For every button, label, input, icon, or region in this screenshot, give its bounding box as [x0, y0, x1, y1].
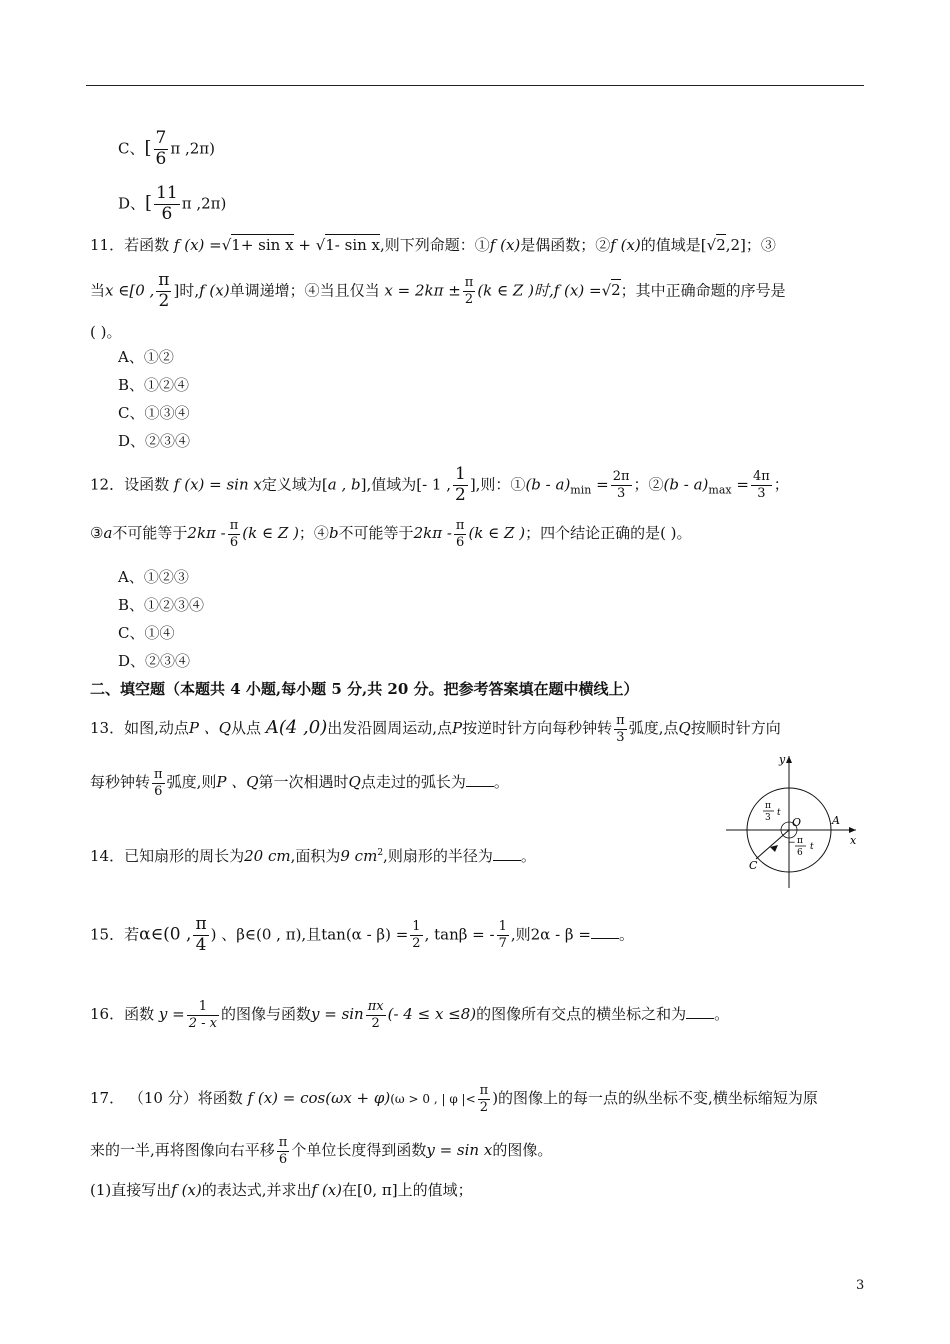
fraction: $\frac{\pi}{2}$	[464, 275, 474, 307]
fraction: $\frac{\pi}{4}$	[195, 914, 207, 955]
q12-line1: 12．设函数 f (x) = sin x定义域为[a , b],值域为[- 1 , $\frac{1}{2}$ ],则：①(b - $a)_{min}$ = $\frac{2\pi}{3}$ ；②(b - $a)_{max}$ = $\frac{4\pi}{3}$ ；	[90, 464, 789, 505]
q11-line1: 11．若函数 f (x) =√1+ sin x + √1- sin x,则下列命题：①f (x)是偶函数；②f (x)的值域是[√2,2]；③	[90, 236, 776, 254]
fraction: $\frac{\pi}{2}$	[479, 1083, 489, 1115]
q13-line2: 每秒钟转 $\frac{\pi}{6}$ 弧度,则P 、Q第一次相遇时Q点走过的弧长为 。	[90, 767, 509, 799]
fraction: $\frac{\pi}{2}$	[158, 270, 170, 311]
section-heading: 二、填空题（本题共 4 小题,每小题 5 分,共 20 分。把参考答案填在题中横线上）	[90, 680, 639, 698]
label-pi-over-6: π	[797, 836, 803, 846]
q13-line1: 13．如图,动点P 、Q从点 A(4 ,0)出发沿圆周运动,点P按逆时针方向每秒钟转 $\frac{\pi}{3}$ 弧度,点Q按顺时针方向	[90, 713, 781, 745]
q11-option-d: D、②③④	[118, 432, 191, 450]
fraction: $\frac{2\pi}{3}$	[612, 469, 630, 501]
q11-line2: 当x ∈[0 , $\frac{\pi}{2}$ ]时,f (x)单调递增；④当且仅当 x = 2kπ ± $\frac{\pi}{2}$ (k ∈ Z )时,f (x) =√2；其中正确命题的序号是	[90, 270, 786, 311]
fraction: $\frac{\pi}{6}$	[278, 1135, 288, 1167]
label-minus: −	[788, 838, 796, 848]
fraction: $\frac{7}{6}$	[155, 128, 167, 169]
q10-option-c: C、[ $\frac{7}{6}$ π ,2π)	[118, 128, 215, 169]
ray-oc	[756, 830, 789, 859]
header-rule	[86, 85, 864, 86]
unit-circle-diagram	[722, 752, 862, 892]
q15-line: 15．若α∈(0 , $\frac{\pi}{4}$ ) 、β∈(0 , π),且tan(α - β) = $\frac{1}{2}$ , tanβ = - $\frac{1}{7}$ ,则2α - β = 。	[90, 914, 634, 955]
fraction: $\frac{\pi}{6}$	[229, 518, 239, 550]
fraction: $\frac{11}{6}$	[156, 183, 178, 224]
answer-blank[interactable]	[591, 926, 619, 939]
option-label: D、	[118, 194, 146, 213]
label-t2: t	[810, 842, 814, 852]
answer-blank[interactable]	[686, 1006, 714, 1019]
y-arrow-icon	[786, 756, 792, 763]
q11-line3: ( )。	[90, 323, 122, 341]
x-label: x	[850, 834, 857, 847]
q12-option-d: D、②③④	[118, 652, 191, 670]
circle-figure	[722, 752, 862, 896]
label-3: 3	[765, 813, 771, 823]
q16-line: 16．函数 y = $\frac{1}{2 - x}$ 的图像与函数y = sin $\frac{\pi x}{2}$ (- 4 ≤ x ≤8)的图像所有交点的横坐标之和为 。	[90, 999, 730, 1031]
label-t1: t	[777, 808, 781, 818]
q12-option-b: B、①②③④	[118, 596, 205, 614]
q12-option-c: C、①④	[118, 624, 175, 642]
q12-option-a: A、①②③	[118, 568, 189, 586]
fraction: $\frac{\pi x}{2}$	[367, 999, 384, 1031]
fraction: $\frac{\pi}{6}$	[154, 767, 163, 799]
page-number: 3	[856, 1278, 865, 1293]
q11-option-b: B、①②④	[118, 376, 190, 394]
q10-option-d: D、[ $\frac{11}{6}$ π ,2π)	[118, 183, 227, 224]
q17-line1: 17． （10 分）将函数 f (x) = cos(ωx + φ)(ω > 0 , | φ |< $\frac{\pi}{2}$ )的图像上的每一点的纵坐标不变,横坐标缩短为原	[90, 1083, 818, 1115]
option-label: C、	[118, 139, 145, 158]
fraction: $\frac{1}{2}$	[412, 919, 421, 951]
fraction: $\frac{1}{2 - x}$	[188, 999, 217, 1031]
answer-blank[interactable]	[466, 774, 494, 787]
q17-line2: 来的一半,再将图像向右平移 $\frac{\pi}{6}$ 个单位长度得到函数y = sin x的图像。	[90, 1135, 553, 1167]
point-c-label: C	[749, 859, 758, 872]
x-arrow-icon	[849, 827, 856, 833]
q14-line: 14．已知扇形的周长为20 cm,面积为9 $cm^2$,则扇形的半径为 。	[90, 847, 536, 865]
option-text: π ,2π)	[181, 194, 227, 213]
q17-line3: (1)直接写出f (x)的表达式,并求出f (x)在[0, π]上的值域；	[90, 1181, 473, 1199]
answer-blank[interactable]	[493, 848, 521, 861]
q12-line2: ③a不可能等于2kπ - $\frac{\pi}{6}$ (k ∈ Z )；④b不可能等于2kπ - $\frac{\pi}{6}$ (k ∈ Z )；四个结论正确的是( )。	[90, 518, 692, 550]
fraction: $\frac{\pi}{6}$	[455, 518, 465, 550]
label-pi-over-3: π	[765, 801, 771, 811]
point-a-label: A	[832, 814, 840, 827]
origin-label: O	[792, 816, 802, 829]
fraction: $\frac{4\pi}{3}$	[752, 469, 770, 501]
q11-option-a: A、①②	[118, 348, 174, 366]
fraction: $\frac{1}{7}$	[498, 919, 507, 951]
option-text: π ,2π)	[170, 139, 215, 158]
fraction: $\frac{1}{2}$	[454, 464, 466, 505]
q11-option-c: C、①③④	[118, 404, 190, 422]
fraction: $\frac{\pi}{3}$	[616, 713, 625, 745]
label-6: 6	[797, 848, 803, 858]
y-label: y	[779, 753, 786, 766]
